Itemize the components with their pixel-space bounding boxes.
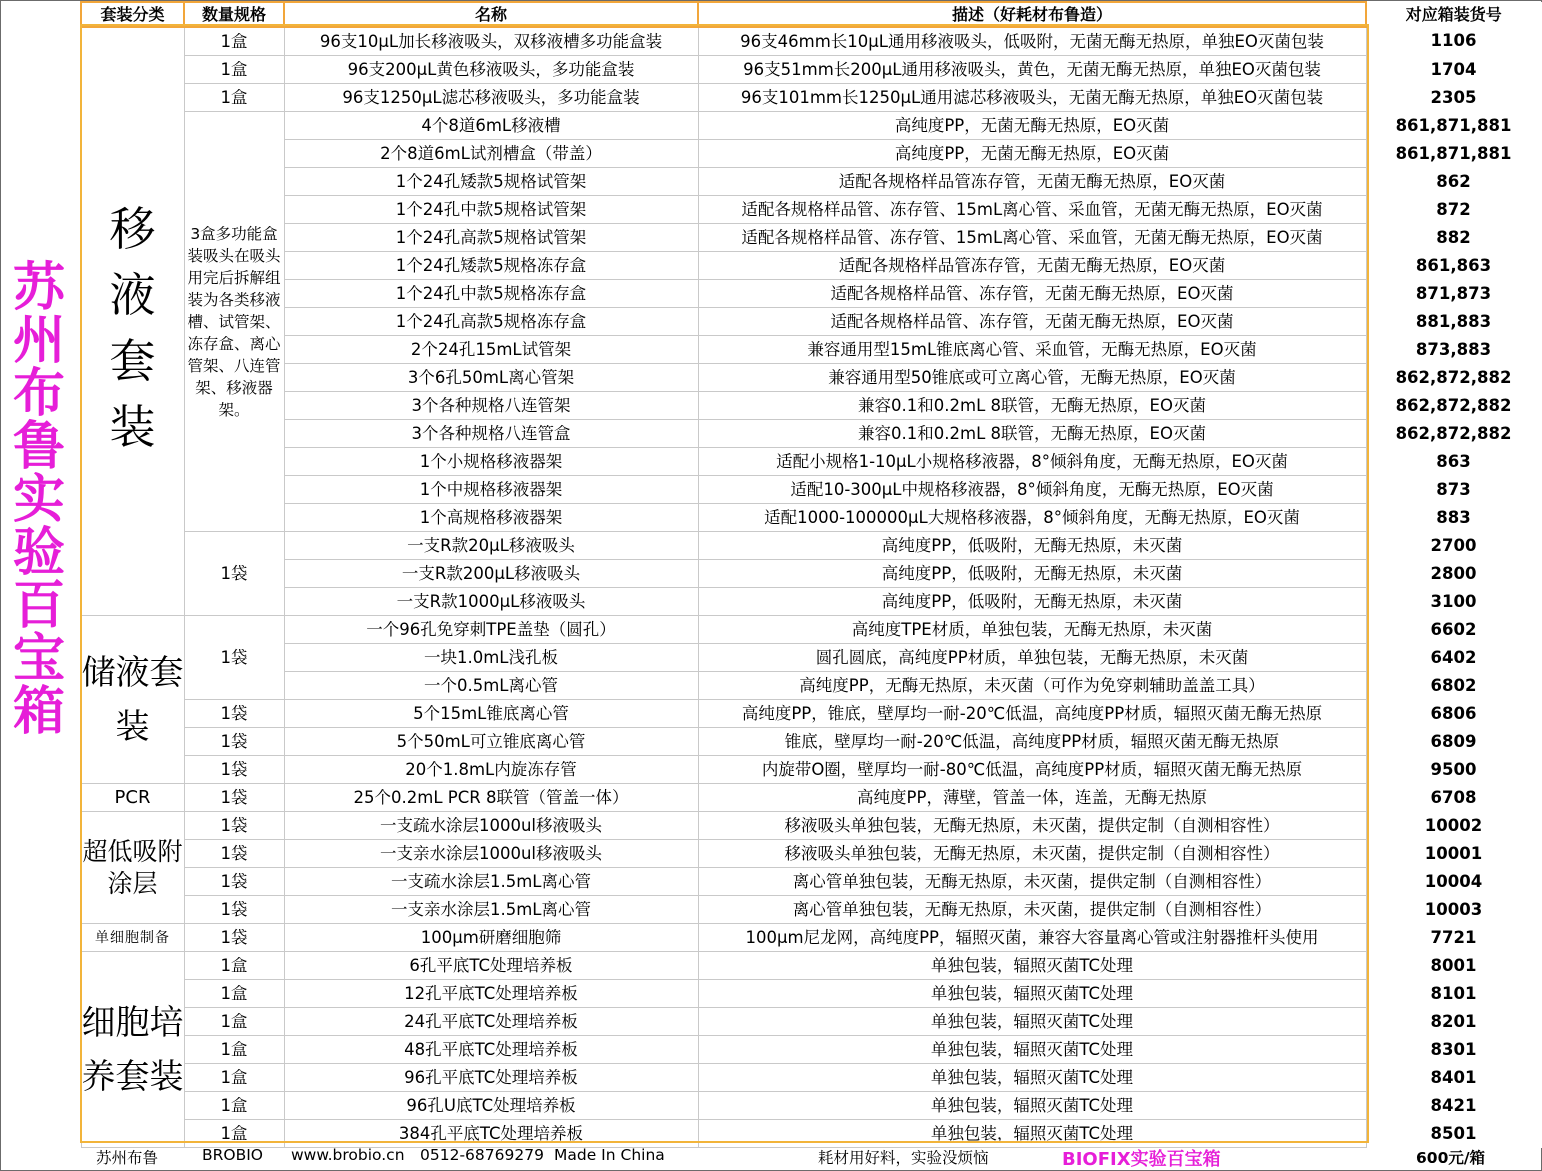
code-cell: 1704 [1366, 56, 1541, 84]
name-cell: 一支亲水涂层1.5mL离心管 [284, 896, 698, 924]
code-cell: 862,872,882 [1366, 392, 1541, 420]
description-cell: 适配各规格样品管、冻存管，无菌无酶无热原，EO灭菌 [698, 308, 1366, 336]
table-row [81, 532, 1541, 560]
description-cell: 高纯度PP，低吸附，无酶无热原，未灭菌 [698, 560, 1366, 588]
quantity-cell: 1盒 [184, 84, 284, 112]
header-category: 套装分类 [81, 2, 184, 27]
table-row [81, 420, 1541, 448]
quantity-merged-cell: 3盒多功能盒装吸头在吸头用完后拆解组装为各类移液槽、试管架、冻存盒、离心管架、八连管架、移液器架。 [184, 112, 284, 532]
header-name: 名称 [284, 2, 698, 27]
category-pcr: PCR [81, 784, 184, 812]
table-row [81, 336, 1541, 364]
code-cell: 8421 [1366, 1092, 1541, 1120]
table-row [81, 140, 1541, 168]
description-cell: 适配各规格样品管、冻存管，无菌无酶无热原，EO灭菌 [698, 280, 1366, 308]
table-row [81, 84, 1541, 112]
description-cell: 单独包装，辐照灭菌TC处理 [698, 980, 1366, 1008]
side-title-char: 箱 [12, 682, 65, 742]
description-cell: 96支46mm长10µL通用移液吸头，低吸附，无菌无酶无热原，单独EO灭菌包装 [698, 27, 1366, 56]
table-row [81, 112, 1541, 140]
quantity-merged-cell: 1袋 [184, 616, 284, 700]
description-cell: 适配各规格样品管、冻存管、15mL离心管、采血管，无菌无酶无热原，EO灭菌 [698, 224, 1366, 252]
description-cell: 高纯度PP，低吸附，无酶无热原，未灭菌 [698, 588, 1366, 616]
description-cell: 单独包装，辐照灭菌TC处理 [698, 1120, 1366, 1148]
code-cell: 862,872,882 [1366, 364, 1541, 392]
name-cell: 96支10µL加长移液吸头，双移液槽多功能盒装 [284, 27, 698, 56]
quantity-cell: 1盒 [184, 1008, 284, 1036]
description-cell: 单独包装，辐照灭菌TC处理 [698, 1064, 1366, 1092]
table-row [81, 280, 1541, 308]
footer-slogan: 耗材用好料，实验没烦恼 [818, 1149, 989, 1167]
description-cell: 适配10-300µL中规格移液器，8°倾斜角度，无酶无热原，EO灭菌 [698, 476, 1366, 504]
code-cell: 2800 [1366, 560, 1541, 588]
footer-product-name: BIOFIX实验百宝箱 [1062, 1149, 1221, 1170]
code-cell: 9500 [1366, 756, 1541, 784]
footer-price: 600元/箱 [1416, 1149, 1486, 1167]
side-title [8, 258, 70, 742]
code-cell: 861,863 [1366, 252, 1541, 280]
table-row [81, 616, 1541, 644]
table-row [81, 756, 1541, 784]
name-cell: 48孔平底TC处理培养板 [284, 1036, 698, 1064]
table-row [81, 784, 1541, 812]
name-cell: 一支R款1000µL移液吸头 [284, 588, 698, 616]
code-cell: 6809 [1366, 728, 1541, 756]
name-cell: 6孔平底TC处理培养板 [284, 952, 698, 980]
table-row [81, 392, 1541, 420]
description-cell: 高纯度PP，无菌无酶无热原，EO灭菌 [698, 112, 1366, 140]
code-cell: 881,883 [1366, 308, 1541, 336]
name-cell: 1个24孔矮款5规格试管架 [284, 168, 698, 196]
quantity-cell: 1袋 [184, 784, 284, 812]
quantity-cell: 1袋 [184, 840, 284, 868]
code-cell: 10004 [1366, 868, 1541, 896]
code-cell: 1106 [1366, 27, 1541, 56]
name-cell: 2个8道6mL试剂槽盒（带盖） [284, 140, 698, 168]
code-cell: 873,883 [1366, 336, 1541, 364]
name-cell: 1个24孔高款5规格冻存盒 [284, 308, 698, 336]
code-cell: 6708 [1366, 784, 1541, 812]
footer-website[interactable]: www.brobio.cn [291, 1146, 405, 1164]
name-cell: 3个各种规格八连管盒 [284, 420, 698, 448]
header-quantity: 数量规格 [184, 2, 284, 27]
code-cell: 8401 [1366, 1064, 1541, 1092]
description-cell: 兼容通用型50锥底或可立离心管，无酶无热原，EO灭菌 [698, 364, 1366, 392]
name-cell: 25个0.2mL PCR 8联管（管盖一体） [284, 784, 698, 812]
side-title-char: 实 [12, 470, 65, 530]
table-row [81, 728, 1541, 756]
description-cell: 高纯度PP，无酶无热原，未灭菌（可作为免穿刺辅助盖盖工具） [698, 672, 1366, 700]
description-cell: 兼容0.1和0.2mL 8联管，无酶无热原，EO灭菌 [698, 420, 1366, 448]
description-cell: 单独包装，辐照灭菌TC处理 [698, 1092, 1366, 1120]
table-row [81, 700, 1541, 728]
name-cell: 20个1.8mL内旋冻存管 [284, 756, 698, 784]
name-cell: 1个24孔高款5规格试管架 [284, 224, 698, 252]
table-row [81, 27, 1541, 56]
footer-made-in: Made In China [554, 1146, 665, 1164]
category-char: 套 [109, 333, 156, 388]
code-cell: 10003 [1366, 896, 1541, 924]
footer-brand: BROBIO [202, 1146, 264, 1164]
description-cell: 内旋带O圈，壁厚均一耐-80℃低温，高纯度PP材质，辐照灭菌无酶无热原 [698, 756, 1366, 784]
name-cell: 一支R款200µL移液吸头 [284, 560, 698, 588]
name-cell: 4个8道6mL移液槽 [284, 112, 698, 140]
name-cell: 一支亲水涂层1000ul移液吸头 [284, 840, 698, 868]
name-cell: 1个小规格移液器架 [284, 448, 698, 476]
name-cell: 5个50mL可立锥底离心管 [284, 728, 698, 756]
category-low-adsorption: 超低吸附涂层 [81, 812, 184, 924]
table-row [81, 924, 1541, 952]
description-cell: 锥底，壁厚均一耐-20℃低温，高纯度PP材质，辐照灭菌无酶无热原 [698, 728, 1366, 756]
code-cell: 6402 [1366, 644, 1541, 672]
code-cell: 6602 [1366, 616, 1541, 644]
description-cell: 圆孔圆底，高纯度PP材质，单独包装，无酶无热原，未灭菌 [698, 644, 1366, 672]
description-cell: 高纯度PP，薄壁，管盖一体，连盖，无酶无热原 [698, 784, 1366, 812]
table-row [81, 672, 1541, 700]
name-cell: 96孔平底TC处理培养板 [284, 1064, 698, 1092]
code-cell: 861,871,881 [1366, 112, 1541, 140]
quantity-cell: 1袋 [184, 924, 284, 952]
quantity-cell: 1袋 [184, 700, 284, 728]
description-cell: 适配各规格样品管冻存管，无菌无酶无热原，EO灭菌 [698, 168, 1366, 196]
side-title-char: 苏 [12, 258, 65, 318]
category-char: 装 [109, 399, 156, 454]
description-cell: 高纯度TPE材质，单独包装，无酶无热原，未灭菌 [698, 616, 1366, 644]
quantity-merged-cell: 1袋 [184, 532, 284, 616]
table-row [81, 252, 1541, 280]
quantity-cell: 1盒 [184, 980, 284, 1008]
table-row [81, 1092, 1541, 1120]
code-cell: 8101 [1366, 980, 1541, 1008]
name-cell: 1个高规格移液器架 [284, 504, 698, 532]
code-cell: 882 [1366, 224, 1541, 252]
name-cell: 2个24孔15mL试管架 [284, 336, 698, 364]
quantity-cell: 1盒 [184, 56, 284, 84]
quantity-cell: 1袋 [184, 756, 284, 784]
name-cell: 96支1250µL滤芯移液吸头，多功能盒装 [284, 84, 698, 112]
description-cell: 高纯度PP，低吸附，无酶无热原，未灭菌 [698, 532, 1366, 560]
table-row [81, 1036, 1541, 1064]
table-row [81, 224, 1541, 252]
code-cell: 8001 [1366, 952, 1541, 980]
description-cell: 兼容通用型15mL锥底离心管、采血管，无酶无热原，EO灭菌 [698, 336, 1366, 364]
category-storage: 储液套装 [81, 616, 184, 784]
description-cell: 移液吸头单独包装，无酶无热原，未灭菌，提供定制（自测相容性） [698, 812, 1366, 840]
description-cell: 离心管单独包装，无酶无热原，未灭菌，提供定制（自测相容性） [698, 896, 1366, 924]
description-cell: 单独包装，辐照灭菌TC处理 [698, 1036, 1366, 1064]
table-row [81, 840, 1541, 868]
code-cell: 2305 [1366, 84, 1541, 112]
table-row [81, 308, 1541, 336]
quantity-cell: 1盒 [184, 27, 284, 56]
table-row [81, 1120, 1541, 1148]
code-cell: 8301 [1366, 1036, 1541, 1064]
footer [96, 1146, 1536, 1168]
name-cell: 96孔U底TC处理培养板 [284, 1092, 698, 1120]
quantity-cell: 1盒 [184, 1092, 284, 1120]
name-cell: 1个24孔矮款5规格冻存盒 [284, 252, 698, 280]
table-row [81, 952, 1541, 980]
code-cell: 3100 [1366, 588, 1541, 616]
quantity-cell: 1盒 [184, 952, 284, 980]
name-cell: 1个24孔中款5规格冻存盒 [284, 280, 698, 308]
name-cell: 24孔平底TC处理培养板 [284, 1008, 698, 1036]
description-cell: 单独包装，辐照灭菌TC处理 [698, 1008, 1366, 1036]
name-cell: 一个96孔免穿刺TPE盖垫（圆孔） [284, 616, 698, 644]
description-cell: 96支101mm长1250µL通用滤芯移液吸头，无菌无酶无热原，单独EO灭菌包装 [698, 84, 1366, 112]
code-cell: 8501 [1366, 1120, 1541, 1148]
table-row [81, 980, 1541, 1008]
code-cell: 10001 [1366, 840, 1541, 868]
quantity-cell: 1袋 [184, 868, 284, 896]
side-title-char: 宝 [12, 629, 65, 689]
table-row [81, 588, 1541, 616]
side-title-char: 鲁 [12, 417, 65, 477]
header-code: 对应箱装货号 [1366, 2, 1541, 27]
name-cell: 一支疏水涂层1000ul移液吸头 [284, 812, 698, 840]
name-cell: 5个15mL锥底离心管 [284, 700, 698, 728]
side-title-char: 布 [12, 364, 65, 424]
code-cell: 871,873 [1366, 280, 1541, 308]
footer-phone: 0512-68769279 [420, 1146, 544, 1164]
description-cell: 移液吸头单独包装，无酶无热原，未灭菌，提供定制（自测相容性） [698, 840, 1366, 868]
code-cell: 862 [1366, 168, 1541, 196]
table-row [81, 364, 1541, 392]
name-cell: 1个24孔中款5规格试管架 [284, 196, 698, 224]
description-cell: 96支51mm长200µL通用移液吸头，黄色，无菌无酶无热原，单独EO灭菌包装 [698, 56, 1366, 84]
name-cell: 一块1.0mL浅孔板 [284, 644, 698, 672]
name-cell: 一个0.5mL离心管 [284, 672, 698, 700]
description-cell: 离心管单独包装，无酶无热原，未灭菌，提供定制（自测相容性） [698, 868, 1366, 896]
product-table [80, 1, 1542, 1148]
table-row [81, 560, 1541, 588]
category-pipetting [81, 27, 184, 616]
name-cell: 96支200µL黄色移液吸头，多功能盒装 [284, 56, 698, 84]
footer-company: 苏州布鲁 [96, 1149, 159, 1167]
quantity-cell: 1袋 [184, 896, 284, 924]
table-row [81, 476, 1541, 504]
quantity-cell: 1袋 [184, 812, 284, 840]
table-row [81, 896, 1541, 924]
name-cell: 384孔平底TC处理培养板 [284, 1120, 698, 1148]
description-cell: 单独包装，辐照灭菌TC处理 [698, 952, 1366, 980]
header-description: 描述（好耗材布鲁造） [698, 2, 1366, 27]
table-row [81, 448, 1541, 476]
description-cell: 100µm尼龙网，高纯度PP，辐照灭菌，兼容大容量离心管或注射器推杆头使用 [698, 924, 1366, 952]
code-cell: 862,872,882 [1366, 420, 1541, 448]
table-row [81, 868, 1541, 896]
code-cell: 863 [1366, 448, 1541, 476]
code-cell: 2700 [1366, 532, 1541, 560]
description-cell: 兼容0.1和0.2mL 8联管，无酶无热原，EO灭菌 [698, 392, 1366, 420]
side-title-char: 验 [12, 523, 65, 583]
table-row [81, 504, 1541, 532]
table-row [81, 1064, 1541, 1092]
code-cell: 10002 [1366, 812, 1541, 840]
description-cell: 适配1000-100000µL大规格移液器，8°倾斜角度，无酶无热原，EO灭菌 [698, 504, 1366, 532]
code-cell: 8201 [1366, 1008, 1541, 1036]
side-title-char: 州 [12, 311, 65, 371]
code-cell: 873 [1366, 476, 1541, 504]
name-cell: 一支R款20µL移液吸头 [284, 532, 698, 560]
category-single-cell: 单细胞制备 [81, 924, 184, 952]
category-char: 液 [109, 267, 156, 322]
description-cell: 适配各规格样品管冻存管，无菌无酶无热原，EO灭菌 [698, 252, 1366, 280]
table-row [81, 1008, 1541, 1036]
quantity-cell: 1盒 [184, 1036, 284, 1064]
name-cell: 12孔平底TC处理培养板 [284, 980, 698, 1008]
code-cell: 6802 [1366, 672, 1541, 700]
quantity-cell: 1袋 [184, 728, 284, 756]
quantity-cell: 1盒 [184, 1064, 284, 1092]
table-row [81, 56, 1541, 84]
description-cell: 适配小规格1-10µL小规格移液器，8°倾斜角度，无酶无热原，EO灭菌 [698, 448, 1366, 476]
category-cell-culture: 细胞培养套装 [81, 952, 184, 1148]
table-row [81, 644, 1541, 672]
code-cell: 883 [1366, 504, 1541, 532]
table-row [81, 812, 1541, 840]
code-cell: 7721 [1366, 924, 1541, 952]
description-cell: 高纯度PP，锥底，壁厚均一耐-20℃低温，高纯度PP材质，辐照灭菌无酶无热原 [698, 700, 1366, 728]
code-cell: 6806 [1366, 700, 1541, 728]
code-cell: 872 [1366, 196, 1541, 224]
name-cell: 100µm研磨细胞筛 [284, 924, 698, 952]
name-cell: 3个6孔50mL离心管架 [284, 364, 698, 392]
quantity-cell: 1盒 [184, 1120, 284, 1148]
category-char: 移 [109, 201, 156, 256]
header-row [81, 2, 1541, 27]
side-title-char: 百 [12, 576, 65, 636]
table-row [81, 196, 1541, 224]
name-cell: 一支疏水涂层1.5mL离心管 [284, 868, 698, 896]
description-cell: 适配各规格样品管、冻存管、15mL离心管、采血管，无菌无酶无热原，EO灭菌 [698, 196, 1366, 224]
description-cell: 高纯度PP，无菌无酶无热原，EO灭菌 [698, 140, 1366, 168]
name-cell: 3个各种规格八连管架 [284, 392, 698, 420]
code-cell: 861,871,881 [1366, 140, 1541, 168]
table-row [81, 168, 1541, 196]
name-cell: 1个中规格移液器架 [284, 476, 698, 504]
